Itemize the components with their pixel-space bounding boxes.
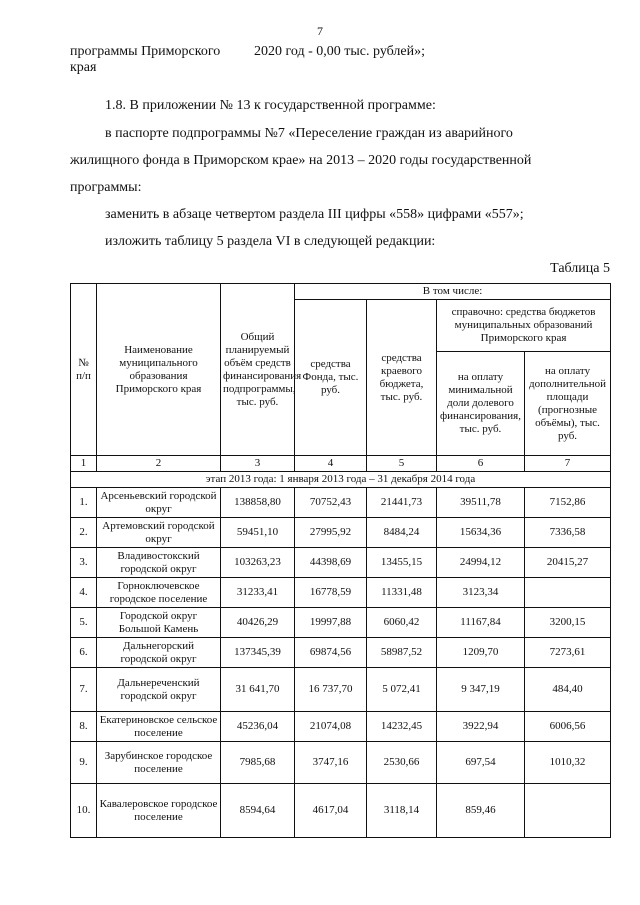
row-regional: 6060,42 — [367, 608, 437, 638]
col-number: 7 — [525, 456, 611, 472]
row-fund: 16 737,70 — [295, 668, 367, 712]
top-left-line-1: программы Приморского — [70, 44, 221, 59]
row-regional: 11331,48 — [367, 578, 437, 608]
row-regional: 3118,14 — [367, 784, 437, 838]
row-min-share: 3922,94 — [437, 712, 525, 742]
row-extra: 7336,58 — [525, 518, 611, 548]
row-extra: 484,40 — [525, 668, 611, 712]
row-name: Зарубинское городское поселение — [97, 742, 221, 784]
row-name: Дальнереченский городской округ — [97, 668, 221, 712]
col-number: 5 — [367, 456, 437, 472]
row-name: Владивостокский городской округ — [97, 548, 221, 578]
table-row — [71, 488, 611, 518]
financing-table — [70, 283, 611, 838]
row-fund: 19997,88 — [295, 608, 367, 638]
row-total: 40426,29 — [221, 608, 295, 638]
top-left-line-2: края — [70, 60, 97, 75]
table-row — [71, 518, 611, 548]
row-regional: 13455,15 — [367, 548, 437, 578]
row-name: Горноключевское городское поселение — [97, 578, 221, 608]
row-regional: 8484,24 — [367, 518, 437, 548]
row-extra — [525, 578, 611, 608]
replace-instruction: заменить в абзаце четвертом раздела III цифры «558» цифрами «557»; — [105, 207, 524, 222]
row-min-share: 11167,84 — [437, 608, 525, 638]
row-fund: 21074,08 — [295, 712, 367, 742]
row-name: Артемовский городской округ — [97, 518, 221, 548]
row-number: 8. — [71, 712, 97, 742]
col-number: 6 — [437, 456, 525, 472]
row-total: 31 641,70 — [221, 668, 295, 712]
row-total: 31233,41 — [221, 578, 295, 608]
row-total: 138858,80 — [221, 488, 295, 518]
row-fund: 44398,69 — [295, 548, 367, 578]
row-min-share: 15634,36 — [437, 518, 525, 548]
row-name: Кавалеровское городское поселение — [97, 784, 221, 838]
passport-line-1: в паспорте подпрограммы №7 «Переселение граждан из аварийного — [105, 126, 513, 141]
row-name: Арсеньевский городской округ — [97, 488, 221, 518]
row-number: 1. — [71, 488, 97, 518]
row-total: 59451,10 — [221, 518, 295, 548]
header-min-share: на оплату минимальной доли долевого финансирования, тыс. руб. — [437, 352, 525, 456]
row-name: Екатериновское сельское поселение — [97, 712, 221, 742]
row-min-share: 1209,70 — [437, 638, 525, 668]
stage-row: этап 2013 года: 1 января 2013 года – 31 декабря 2014 года — [71, 472, 611, 488]
row-number: 4. — [71, 578, 97, 608]
row-min-share: 9 347,19 — [437, 668, 525, 712]
top-right-text: 2020 год - 0,00 тыс. рублей»; — [254, 44, 426, 59]
table-row — [71, 638, 611, 668]
header-num: № п/п — [71, 284, 97, 456]
row-extra: 7152,86 — [525, 488, 611, 518]
header-regional: средства краевого бюджета, тыс. руб. — [367, 300, 437, 456]
table-row — [71, 608, 611, 638]
header-total: Общий планируемый объём средств финансирования подпрограммы, тыс. руб. — [221, 284, 295, 456]
row-regional: 21441,73 — [367, 488, 437, 518]
row-number: 7. — [71, 668, 97, 712]
header-reference: справочно: средства бюджетов муниципальных образований Приморского края — [437, 300, 611, 352]
row-regional: 14232,45 — [367, 712, 437, 742]
row-min-share: 3123,34 — [437, 578, 525, 608]
row-extra: 7273,61 — [525, 638, 611, 668]
table-row — [71, 712, 611, 742]
row-fund: 16778,59 — [295, 578, 367, 608]
col-number: 4 — [295, 456, 367, 472]
row-number: 9. — [71, 742, 97, 784]
row-total: 103263,23 — [221, 548, 295, 578]
row-fund: 4617,04 — [295, 784, 367, 838]
row-min-share: 859,46 — [437, 784, 525, 838]
row-number: 5. — [71, 608, 97, 638]
col-number: 1 — [71, 456, 97, 472]
row-number: 2. — [71, 518, 97, 548]
col-number: 3 — [221, 456, 295, 472]
header-name: Наименование муниципального образования Приморского края — [97, 284, 221, 456]
row-extra: 3200,15 — [525, 608, 611, 638]
table-row — [71, 578, 611, 608]
header-including: В том числе: — [295, 284, 611, 300]
row-number: 3. — [71, 548, 97, 578]
row-total: 7985,68 — [221, 742, 295, 784]
table-row — [71, 742, 611, 784]
col-number: 2 — [97, 456, 221, 472]
table-row — [71, 668, 611, 712]
table-caption: Таблица 5 — [550, 261, 610, 276]
paragraph-1-8: 1.8. В приложении № 13 к государственной программе: — [105, 98, 436, 113]
row-number: 6. — [71, 638, 97, 668]
header-fund: средства Фонда, тыс. руб. — [295, 300, 367, 456]
row-extra — [525, 784, 611, 838]
row-min-share: 697,54 — [437, 742, 525, 784]
header-extra-area: на оплату дополнительной площади (прогнозные объёмы), тыс. руб. — [525, 352, 611, 456]
row-extra: 6006,56 — [525, 712, 611, 742]
table-row — [71, 548, 611, 578]
row-name: Дальнегорский городской округ — [97, 638, 221, 668]
row-min-share: 39511,78 — [437, 488, 525, 518]
row-regional: 5 072,41 — [367, 668, 437, 712]
row-fund: 27995,92 — [295, 518, 367, 548]
row-regional: 58987,52 — [367, 638, 437, 668]
row-fund: 69874,56 — [295, 638, 367, 668]
row-total: 45236,04 — [221, 712, 295, 742]
row-fund: 70752,43 — [295, 488, 367, 518]
passport-line-3: программы: — [70, 180, 142, 195]
page-number: 7 — [317, 24, 323, 38]
passport-line-2: жилищного фонда в Приморском крае» на 2013 – 2020 годы государственной — [70, 153, 532, 168]
table-row — [71, 784, 611, 838]
row-fund: 3747,16 — [295, 742, 367, 784]
row-extra: 1010,32 — [525, 742, 611, 784]
row-min-share: 24994,12 — [437, 548, 525, 578]
row-number: 10. — [71, 784, 97, 838]
row-name: Городской округ Большой Камень — [97, 608, 221, 638]
row-total: 8594,64 — [221, 784, 295, 838]
row-total: 137345,39 — [221, 638, 295, 668]
state-instruction: изложить таблицу 5 раздела VI в следующей редакции: — [105, 234, 436, 249]
row-regional: 2530,66 — [367, 742, 437, 784]
row-extra: 20415,27 — [525, 548, 611, 578]
